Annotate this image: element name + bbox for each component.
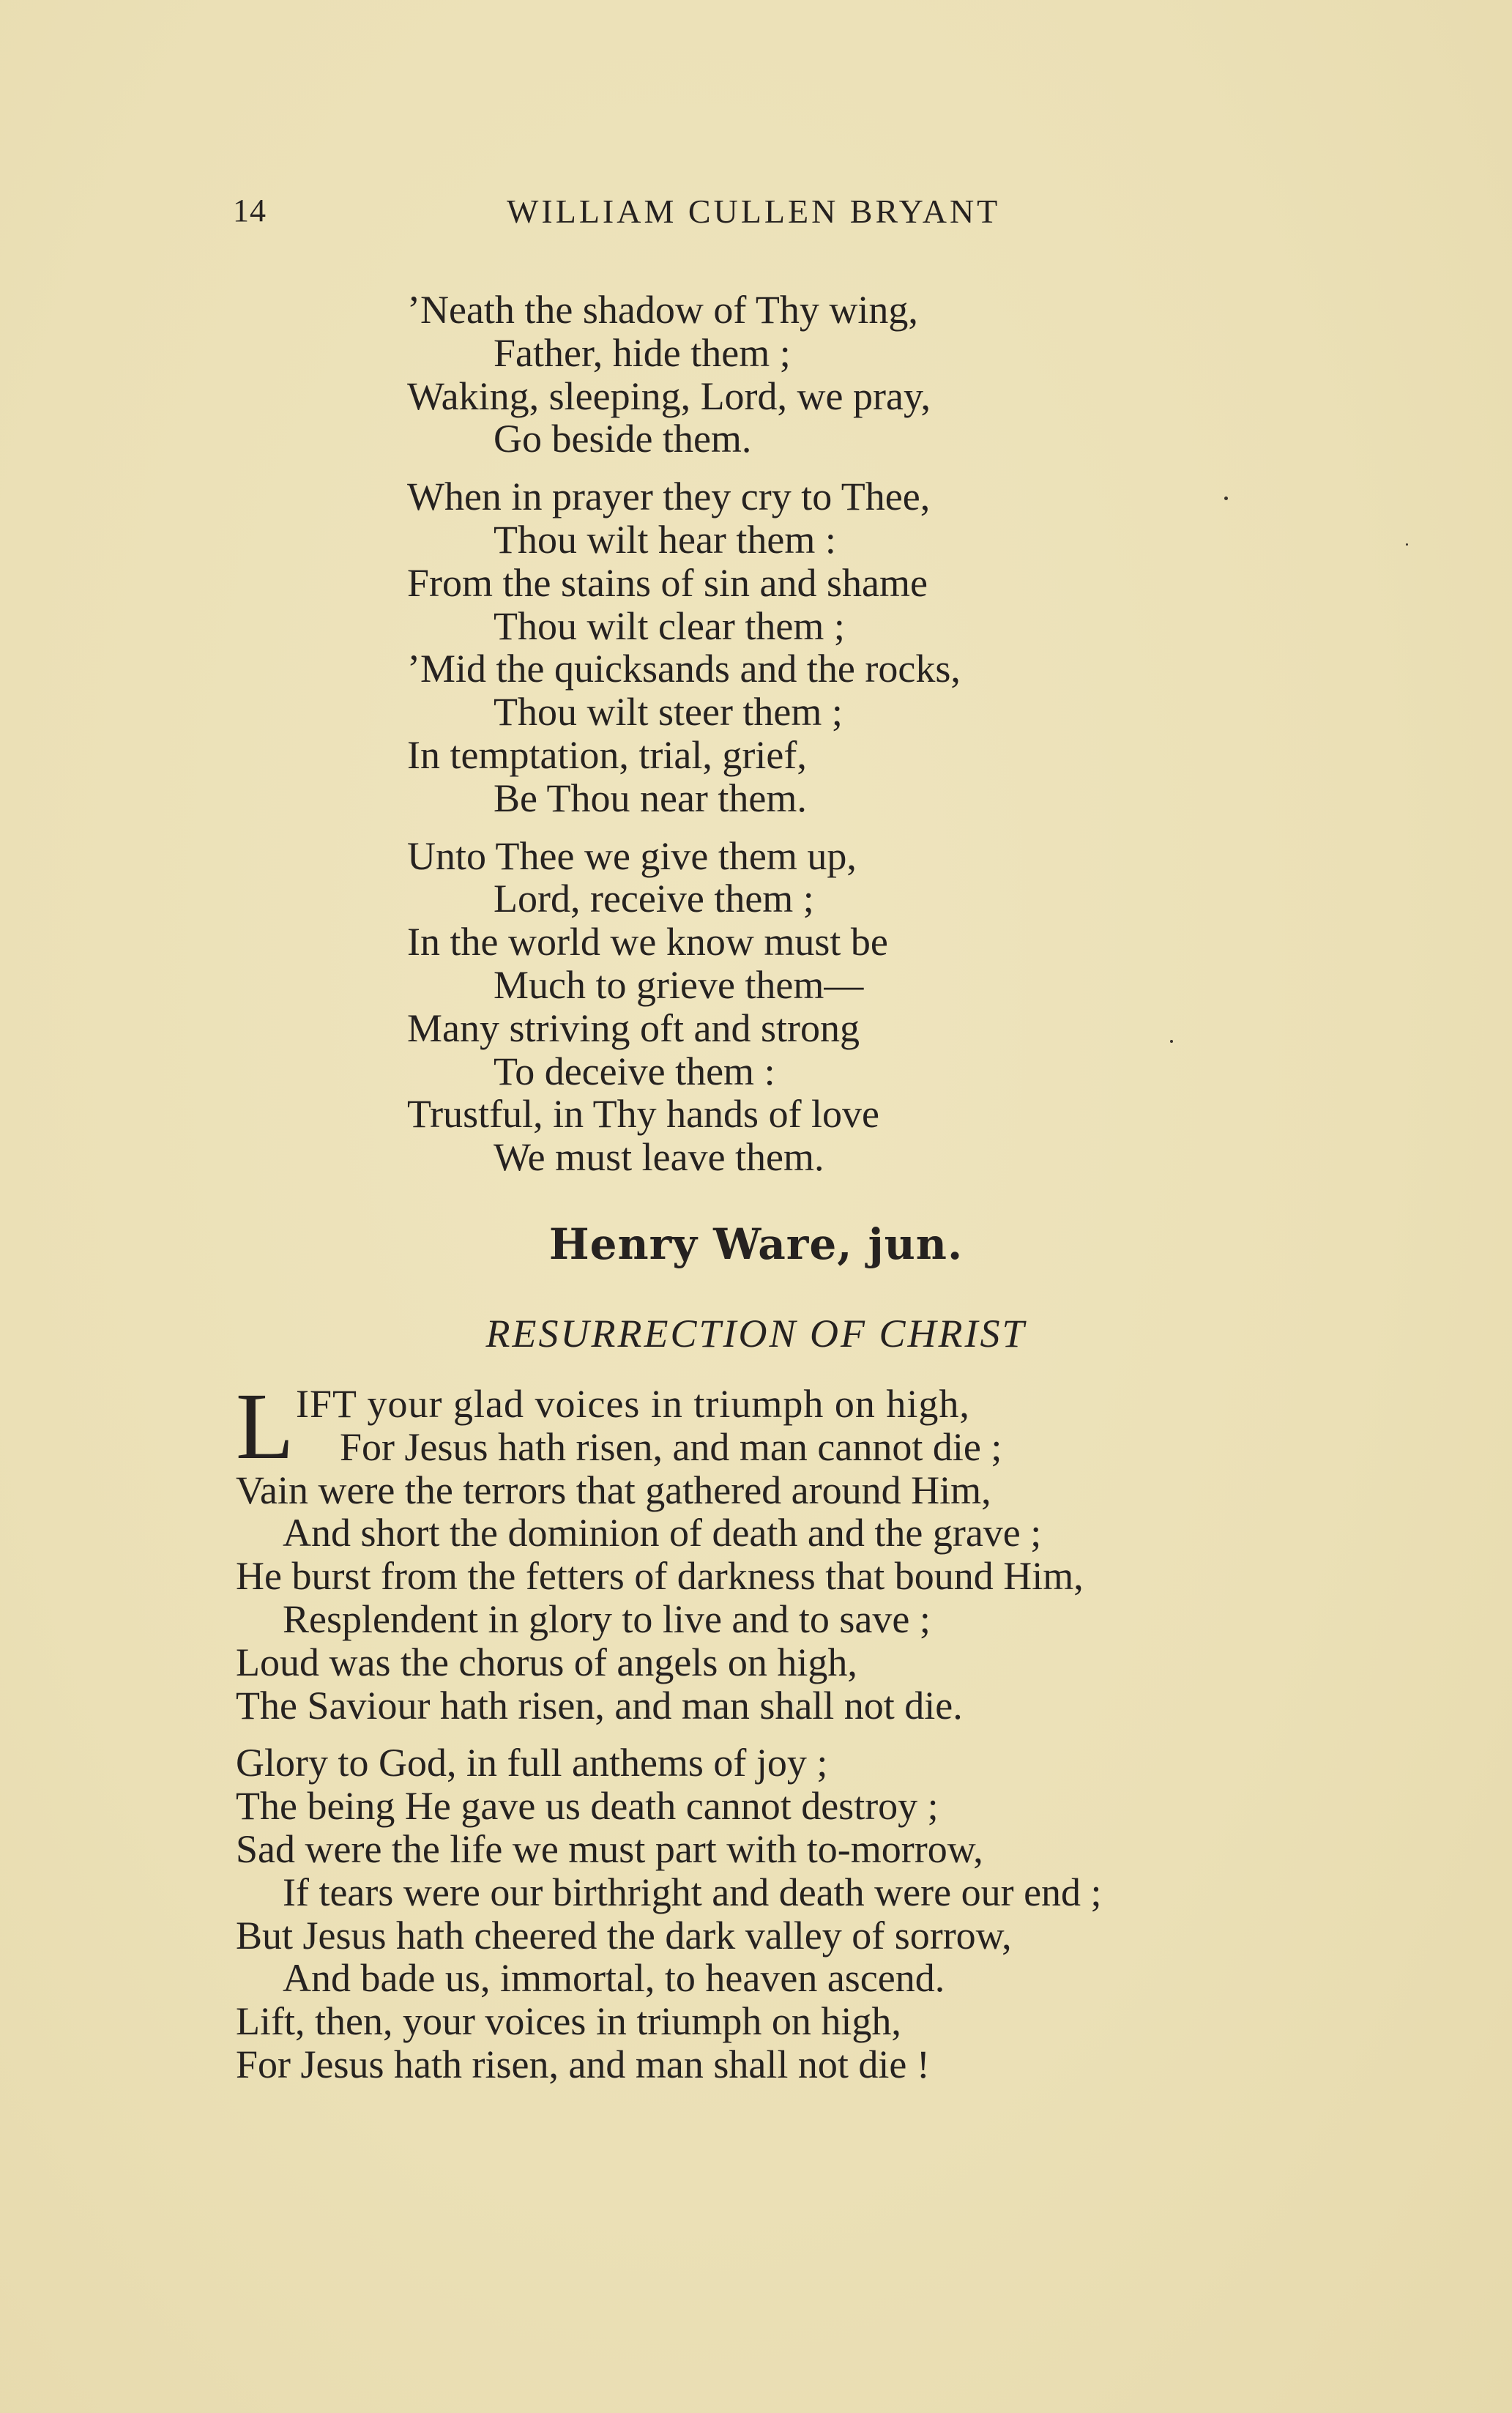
verse-line: We must leave them. bbox=[494, 1135, 824, 1180]
verse-line: Resplendent in glory to live and to save ; bbox=[283, 1596, 931, 1641]
page-number: 14 bbox=[233, 193, 267, 228]
second-poem bbox=[236, 1374, 1102, 2101]
verse-line: But Jesus hath cheered the dark valley of sorrow, bbox=[236, 1913, 1012, 1957]
verse-line: And bade us, immortal, to heaven ascend. bbox=[283, 1956, 945, 2001]
verse-line: Lift, then, your voices in triumph on high, bbox=[236, 1999, 901, 2044]
verse-line: For Jesus hath risen, and man shall not die ! bbox=[236, 2042, 930, 2086]
author-name: Henry Ware, jun. bbox=[548, 1219, 964, 1269]
verse-line: ’Mid the quicksands and the rocks, bbox=[407, 647, 961, 691]
verse-line: Thou wilt steer them ; bbox=[494, 690, 843, 735]
page-speck bbox=[1170, 1040, 1173, 1043]
verse-line: Much to grieve them— bbox=[494, 962, 864, 1007]
verse-line: To deceive them : bbox=[494, 1049, 775, 1093]
stanza-1 bbox=[407, 289, 961, 461]
poem-title: RESURRECTION OF CHRIST bbox=[485, 1312, 1027, 1356]
verse-line: Trustful, in Thy hands of love bbox=[407, 1092, 880, 1137]
page-speck bbox=[1406, 543, 1408, 546]
stanza-2 bbox=[407, 475, 961, 819]
stanza-2 bbox=[236, 1741, 1102, 2086]
verse-line: Go beside them. bbox=[494, 417, 752, 461]
verse-line: Father, hide them ; bbox=[494, 330, 791, 375]
first-poem bbox=[407, 289, 961, 1194]
verse-line: Lord, receive them ; bbox=[494, 877, 814, 921]
verse-line: Waking, sleeping, Lord, we pray, bbox=[407, 373, 931, 418]
verse-line: Glory to God, in full anthems of joy ; bbox=[236, 1741, 828, 1785]
verse-line: Vain were the terrors that gathered around Him, bbox=[236, 1468, 991, 1512]
running-head: WILLIAM CULLEN BRYANT bbox=[507, 193, 1001, 230]
verse-line: The Saviour hath risen, and man shall not die. bbox=[236, 1683, 963, 1728]
verse-line: For Jesus hath risen, and man cannot die ; bbox=[340, 1424, 1002, 1469]
verse-line: Thou wilt clear them ; bbox=[494, 603, 845, 648]
verse-line: He burst from the fetters of darkness that bound Him, bbox=[236, 1554, 1084, 1599]
drop-cap: L bbox=[236, 1374, 294, 1479]
verse-line: ’Neath the shadow of Thy wing, bbox=[407, 288, 918, 332]
stanza-1 bbox=[236, 1374, 1102, 1728]
page-header bbox=[0, 192, 1512, 236]
verse-line: Thou wilt hear them : bbox=[494, 517, 836, 562]
page-speck bbox=[1224, 497, 1228, 500]
verse-line: When in prayer they cry to Thee, bbox=[407, 475, 931, 519]
stanza-3 bbox=[407, 835, 961, 1179]
verse-line: Sad were the life we must part with to-morrow, bbox=[236, 1826, 983, 1871]
verse-line: If tears were our birthright and death were our end ; bbox=[283, 1870, 1102, 1914]
verse-line: Unto Thee we give them up, bbox=[407, 833, 857, 878]
verse-line: Be Thou near them. bbox=[494, 776, 807, 820]
verse-line: In the world we know must be bbox=[407, 920, 888, 964]
verse-line: Many striving oft and strong bbox=[407, 1005, 860, 1050]
verse-line: IFT your glad voices in triumph on high, bbox=[296, 1382, 970, 1426]
verse-line: Loud was the chorus of angels on high, bbox=[236, 1640, 857, 1684]
verse-line: And short the dominion of death and the grave ; bbox=[283, 1511, 1042, 1555]
verse-line: From the stains of sin and shame bbox=[407, 560, 928, 605]
verse-line: In temptation, trial, grief, bbox=[407, 732, 807, 777]
verse-line: The being He gave us death cannot destroy ; bbox=[236, 1784, 939, 1829]
